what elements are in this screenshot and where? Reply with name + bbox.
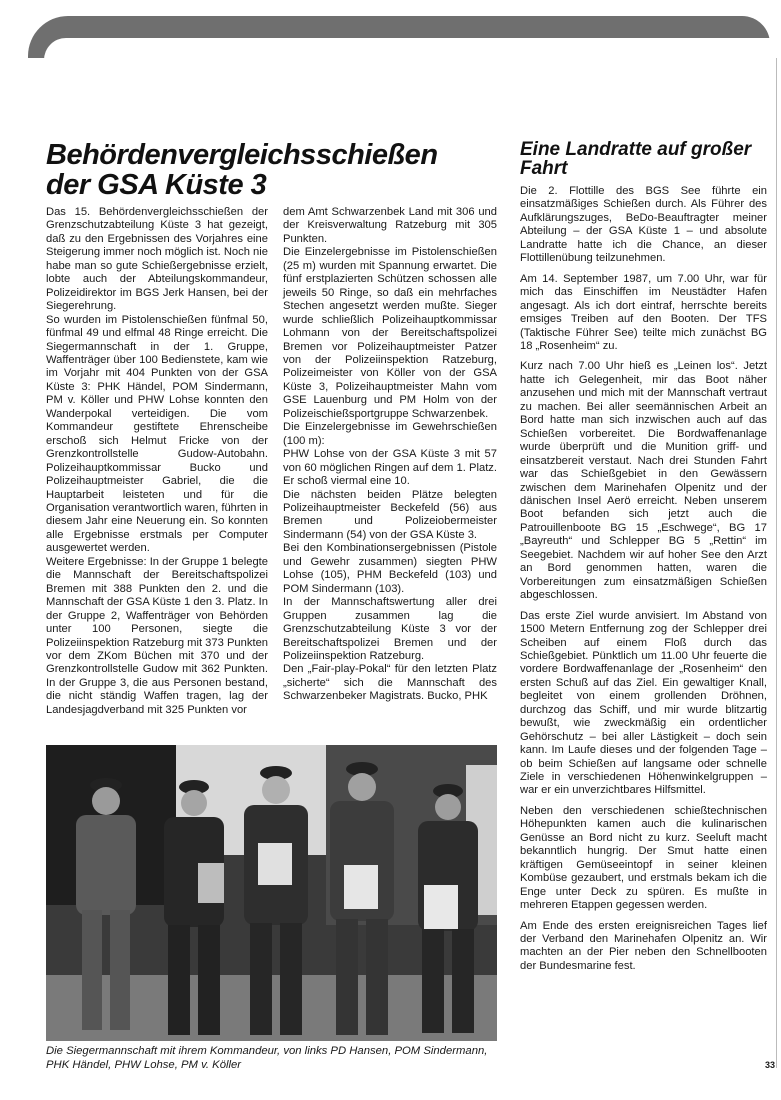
sidebar-paragraph: Das erste Ziel wurde anvisiert. Im Abstand von 1500 Metern Entfernung zog der Schlepper drei Scheiben auf einem Floß durch das Schießgebiet. Pünktlich um 11.00 Uhr feuerte die vordere Bordwaffenanlage der „Rosenheim“ den ersten Schuß auf das Ziel. Ein gewaltiger Knall, begleitet von einem grollenden Dröhnen, durchzog das Schiff, und mir wurde blitzartig bewußt, wie zweckmäßig ein ordentlicher Gehörschutz – bei aller Lästigkeit – doch sein kann. Im Laufe dieses und der folgenden Tage – ob beim Schießen auf langsame oder schnelle Ziele in verschiedenen Höhenwinkelgruppen – war er ein unverzichtbares Hilfsmittel. xyxy=(520,609,767,797)
header-band-cutout xyxy=(44,38,770,60)
article-paragraph: In der Mannschaftswertung aller drei Gruppen zusammen lag die Grenzschutzabteilung Küste 3 vor der Bereitschaftspolizei Bremen und der Polizeiinspektion Ratzeburg. xyxy=(283,596,497,662)
article-paragraph: Die Einzelergebnisse im Gewehrschießen (100 m): xyxy=(283,421,497,447)
sidebar-title: Eine Landratte auf großer Fahrt xyxy=(520,139,752,179)
article-paragraph: Die Einzelergebnisse im Pistolenschießen (25 m) wurden mit Spannung erwartet. Die fünf erstplazierten Schützen schossen alle jeweils 50 Ringe, so daß ein mehrfaches Stechen angesetzt werden mußte. Sieger wurde schließlich Polizeihauptkommissar Lohmann von der Bereitschaftspolizei Bremen vor Polizeihauptmeister Patzer von der Polizeiinspektion Ratzeburg, Polizeimeister von Köller von der GSA Küste 3, Polizeihauptmeister Mahn vom GSE Lauenburg und PM Holm von der Polizeischießsportgruppe Schwarzenbek. xyxy=(283,246,497,420)
article-column-1 xyxy=(46,206,268,717)
article-paragraph: So wurden im Pistolenschießen fünfmal 50, fünfmal 49 und elfmal 48 Ringe erreicht. Die Siegermannschaft in der 1. Gruppe, Waffenträger über 100 Bedienstete, kam wie im Vorjahr mit 404 Punkten von der GSA Küste 3: PHK Händel, POM Sindermann, PM v. Köller und PHW Lohse konnten den Wanderpokal verteidigen. Die vom Kommandeur gestiftete Ehrenscheibe erschoß sich Helmut Fricke von der Grenzkontrollstelle Gudow-Autobahn. Polizeihauptkommissar Bucko und Polizeihauptmeister Gabriel, die die Hauptarbeit leisteten und für die Organisation verantwortlich waren, führten in diesem Jahr eine Neuerung ein. So konnten alle Ergebnisse erstmals per Computer ausgewertet werden. xyxy=(46,313,268,555)
article-column-2 xyxy=(283,206,497,704)
sidebar-paragraph: Am 14. September 1987, um 7.00 Uhr, war für mich das Einschiffen im Neustädter Hafen angesagt. Als ich dort eintraf, herrschte bereits emsiges Treiben auf den Booten. Der TFS (Taktische Führer See) teilte mich zunächst BG 18 „Rosenheim“ zu. xyxy=(520,272,767,352)
sidebar-paragraph: Kurz nach 7.00 Uhr hieß es „Leinen los“. Jetzt hatte ich Gelegenheit, mir das Boot näher anzusehen und mich mit der Mannschaft vertraut zu machen. Bei aller seemännischen Arbeit an Bord hatte man sich inzwischen auch auf das Schießen vorbereitet. Die Bordwaffenanlage wurde überprüft und die Munition griff- und einsatzbereit verstaut. Nach drei Stunden Fahrt war das Schießgebiet in den Gewässern zwischen dem Marinehafen Olpenitz und der dänischen Insel Aerö erreicht. Neben unserem Boot befanden sich jetzt auch die Patrouillenboote BG 15 „Eschwege“, BG 17 „Bayreuth“ und Schlepper BG 5 „Rettin“ im Seegebiet. Nachdem wir auf hoher See den Arzt an Bord genommen hatten, waren die Vorbereitungen zum einsatzmäßigen Schießen abgeschlossen. xyxy=(520,360,767,602)
team-photo xyxy=(46,745,497,1041)
page-edge-rule xyxy=(776,58,777,1068)
article-paragraph: Den „Fair-play-Pokal“ für den letzten Platz „sicherte“ sich die Mannschaft des Schwarzenbeker Magistrats. Bucko, PHK xyxy=(283,663,497,703)
sidebar-column xyxy=(520,185,767,980)
sidebar-paragraph: Die 2. Flottille des BGS See führte ein einsatzmäßiges Schießen durch. Als Führer des Aufklärungszuges, BeDo-Beauftragter meiner Abteilung – der GSA Küste 1 – und absolute Landratte hatte ich die Chance, an dieser Flottillenübung teilzunehmen. xyxy=(520,185,767,265)
article-paragraph: Bei den Kombinationsergebnissen (Pistole und Gewehr zusammen) siegten PHW Lohse (105), PHM Beckefeld (103) und POM Sindermann (103). xyxy=(283,542,497,595)
article-paragraph: Das 15. Behördenvergleichsschießen der Grenzschutzabteilung Küste 3 hat gezeigt, daß zu den Ergebnissen des Vorjahres eine Steigerung immer noch möglich ist. Noch nie habe man so gute Schießergebnisse erzielt, lobte auch der Abteilungskommandeur, Polizeidirektor im BGS Jerk Hansen, bei der Siegerehrung. xyxy=(46,206,268,313)
sidebar-paragraph: Am Ende des ersten ereignisreichen Tages lief der Verband den Marinehafen Olpenitz an. Wir machten an der Pier neben den Schnellbooten der Bundesmarine fest. xyxy=(520,919,767,972)
page-number: 33 xyxy=(765,1060,776,1070)
article-paragraph: PHW Lohse von der GSA Küste 3 mit 57 von 60 möglichen Ringen auf dem 1. Platz. Er schoß viermal eine 10. xyxy=(283,448,497,488)
article-paragraph: dem Amt Schwarzenbek Land mit 306 und der Kreisverwaltung Ratzeburg mit 305 Punkten. xyxy=(283,206,497,245)
article-paragraph: Die nächsten beiden Plätze belegten Polizeihauptmeister Beckefeld (56) aus Bremen und Polizeiobermeister Sindermann (54) von der GSA Küste 3. xyxy=(283,488,497,541)
article-paragraph: Weitere Ergebnisse: In der Gruppe 1 belegte die Mannschaft der Bereitschaftspolizei Bremen mit 388 Punkten den 2. und die Mannschaft der GSA Küste 1 den 3. Platz. In der Gruppe 2, Waffenträger von Behörden unter 100 Personen, siegte die Polizeiinspektion Ratzeburg mit 373 Punkten vor dem ZKom Büchen mit 370 und der Grenzkontrollstelle Gudow mit 362 Punkten. In der Gruppe 3, die aus Personen bestand, die nicht ständig Waffen tragen, lag der Landesjagdverband mit 325 Punkten vor xyxy=(46,555,269,716)
article-title: Behördenvergleichsschießen der GSA Küste 3 xyxy=(46,139,438,201)
photo-caption: Die Siegermannschaft mit ihrem Kommandeur, von links PD Hansen, POM Sindermann, PHK Händel, PHW Lohse, PM v. Köller xyxy=(46,1045,488,1071)
sidebar-paragraph: Neben den verschiedenen schießtechnischen Höhepunkten kamen auch die kulinarischen Genüsse an Bord nicht zu kurz. Seeluft macht bekanntlich hungrig. Der Smut hatte einen kräftigen Gemüseeintopf in seiner kleinen Kombüse gezaubert, und erstmals bekam ich die Enge unter Deck zu spüren. Es mußte in mehreren Etappen gegessen werden. xyxy=(520,804,767,912)
